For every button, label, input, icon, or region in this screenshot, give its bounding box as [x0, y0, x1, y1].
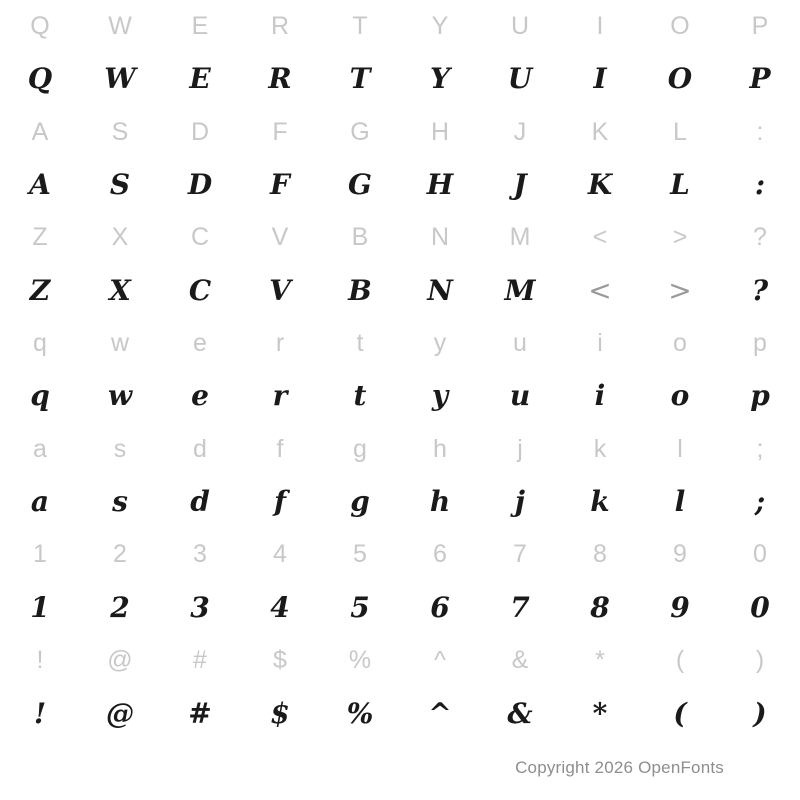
glyph-cell: M	[504, 273, 536, 307]
glyph-cell: j	[514, 485, 526, 519]
glyph-cell: y	[433, 329, 447, 358]
glyph-cell: !	[36, 646, 44, 675]
glyph-cell: k	[593, 434, 607, 463]
glyph-cell: )	[753, 696, 767, 730]
glyph-cell: #	[188, 696, 212, 730]
glyph-cell: r	[275, 329, 285, 358]
glyph-cell: s	[112, 485, 128, 519]
glyph-cell: y	[431, 379, 449, 413]
glyph-cell: M	[509, 223, 531, 252]
glyph-cell: <	[592, 223, 608, 252]
copyright-text: Copyright 2026 OpenFonts	[515, 758, 724, 777]
glyph-cell: e	[193, 329, 207, 358]
glyph-cell: T	[352, 11, 368, 40]
glyph-cell: o	[673, 329, 687, 358]
glyph-cell: !	[33, 696, 47, 730]
glyph-cell: 9	[673, 540, 687, 569]
glyph-cell: ;	[756, 434, 764, 463]
glyph-cell: %	[346, 696, 374, 730]
glyph-cell: 4	[270, 590, 290, 624]
glyph-cell: T	[349, 62, 371, 96]
glyph-cell: g	[350, 485, 370, 519]
glyph-cell: q	[30, 379, 50, 413]
glyph-cell: u	[513, 329, 527, 358]
footer	[0, 748, 800, 788]
glyph-cell: F	[270, 167, 290, 201]
glyph-cell: L	[673, 117, 687, 146]
glyph-cell: i	[597, 329, 603, 358]
glyph-cell: F	[272, 117, 288, 146]
glyph-cell: >	[672, 223, 688, 252]
glyph-cell: 5	[353, 540, 367, 569]
glyph-cell: l	[677, 434, 683, 463]
glyph-cell: p	[753, 329, 767, 358]
glyph-cell: i	[594, 379, 606, 413]
glyph-cell: u	[509, 379, 531, 413]
glyph-cell: k	[590, 485, 610, 519]
glyph-cell: N	[430, 223, 450, 252]
glyph-cell: l	[674, 485, 686, 519]
glyph-cell: *	[592, 696, 608, 730]
glyph-cell: 4	[273, 540, 287, 569]
glyph-cell: )	[755, 646, 765, 675]
glyph-cell: Y	[430, 62, 450, 96]
glyph-cell: &	[511, 646, 529, 675]
glyph-cell: <	[588, 273, 612, 307]
glyph-cell: S	[111, 117, 129, 146]
glyph-cell: P	[749, 62, 771, 96]
glyph-cell: H	[426, 167, 454, 201]
glyph-cell: Y	[431, 11, 449, 40]
glyph-cell: t	[356, 329, 364, 358]
glyph-cell: f	[276, 434, 284, 463]
glyph-cell: 0	[750, 590, 770, 624]
glyph-cell: Q	[27, 62, 53, 96]
glyph-cell: w	[107, 379, 133, 413]
glyph-cell: 1	[30, 590, 50, 624]
glyph-cell: X	[109, 273, 131, 307]
glyph-cell: I	[596, 11, 604, 40]
glyph-cell: 1	[33, 540, 47, 569]
glyph-cell: 2	[113, 540, 127, 569]
glyph-cell: R	[268, 62, 292, 96]
glyph-cell: &	[507, 696, 533, 730]
glyph-cell: 3	[193, 540, 207, 569]
glyph-cell: f	[273, 485, 287, 519]
glyph-cell: X	[111, 223, 129, 252]
glyph-cell: $	[273, 646, 287, 675]
glyph-cell: ?	[753, 223, 767, 252]
glyph-cell: $	[270, 696, 290, 730]
glyph-cell: C	[188, 273, 212, 307]
glyph-cell: A	[29, 167, 51, 201]
glyph-cell: j	[517, 434, 523, 463]
glyph-cell: >	[668, 273, 692, 307]
glyph-cell: G	[350, 117, 370, 146]
glyph-cell: 8	[590, 590, 610, 624]
glyph-cell: P	[751, 11, 769, 40]
glyph-cell: d	[193, 434, 207, 463]
glyph-cell: W	[108, 11, 132, 40]
glyph-cell: 8	[593, 540, 607, 569]
glyph-cell: B	[348, 273, 372, 307]
glyph-cell: s	[113, 434, 127, 463]
glyph-cell: O	[667, 62, 693, 96]
glyph-cell: O	[670, 11, 690, 40]
glyph-cell: r	[272, 379, 288, 413]
glyph-cell: 7	[510, 590, 530, 624]
glyph-cell: I	[593, 62, 607, 96]
glyph-cell: 7	[513, 540, 527, 569]
glyph-cell: V	[271, 223, 289, 252]
glyph-cell: Z	[32, 223, 48, 252]
glyph-cell: R	[270, 11, 290, 40]
glyph-cell: t	[353, 379, 367, 413]
glyph-cell: ;	[754, 485, 766, 519]
glyph-cell: V	[269, 273, 291, 307]
glyph-cell: w	[110, 329, 130, 358]
glyph-cell: 6	[430, 590, 450, 624]
glyph-cell: %	[348, 646, 372, 675]
glyph-cell: h	[429, 485, 451, 519]
glyph-cell: D	[190, 117, 210, 146]
glyph-cell: A	[31, 117, 49, 146]
glyph-cell: @	[107, 646, 133, 675]
glyph-cell: p	[750, 379, 770, 413]
glyph-cell: 5	[350, 590, 370, 624]
glyph-cell: J	[513, 167, 527, 201]
glyph-cell: 6	[433, 540, 447, 569]
glyph-cell: h	[433, 434, 447, 463]
glyph-cell: L	[670, 167, 690, 201]
glyph-cell: a	[33, 434, 47, 463]
glyph-cell: g	[353, 434, 367, 463]
glyph-cell: E	[191, 11, 209, 40]
glyph-cell: Z	[29, 273, 51, 307]
glyph-cell: G	[348, 167, 372, 201]
glyph-cell: C	[190, 223, 210, 252]
glyph-cell: B	[351, 223, 369, 252]
glyph-cell: D	[187, 167, 213, 201]
glyph-cell: W	[104, 62, 136, 96]
glyph-cell: S	[109, 167, 131, 201]
glyph-cell: o	[670, 379, 690, 413]
glyph-cell: H	[430, 117, 450, 146]
glyph-cell: (	[673, 696, 687, 730]
glyph-cell: N	[427, 273, 453, 307]
glyph-cell: :	[754, 167, 766, 201]
glyph-cell: @	[106, 696, 134, 730]
glyph-cell: 2	[110, 590, 130, 624]
glyph-cell: e	[191, 379, 209, 413]
glyph-cell: K	[591, 117, 609, 146]
glyph-cell: :	[756, 117, 764, 146]
glyph-cell: 0	[753, 540, 767, 569]
glyph-cell: #	[193, 646, 207, 675]
glyph-cell: ^	[428, 696, 452, 730]
glyph-cell: U	[507, 62, 533, 96]
glyph-cell: K	[587, 167, 613, 201]
glyph-cell: Q	[30, 11, 50, 40]
glyph-cell: E	[189, 62, 211, 96]
glyph-cell: *	[595, 646, 605, 675]
glyph-cell: 3	[190, 590, 210, 624]
glyph-cell: 9	[670, 590, 690, 624]
glyph-cell: ?	[751, 273, 769, 307]
glyph-cell: a	[30, 485, 50, 519]
glyph-cell: J	[513, 117, 527, 146]
glyph-cell: (	[675, 646, 685, 675]
glyph-cell: U	[510, 11, 530, 40]
glyph-cell: q	[33, 329, 47, 358]
glyph-cell: ^	[434, 646, 446, 675]
glyph-cell: d	[190, 485, 210, 519]
